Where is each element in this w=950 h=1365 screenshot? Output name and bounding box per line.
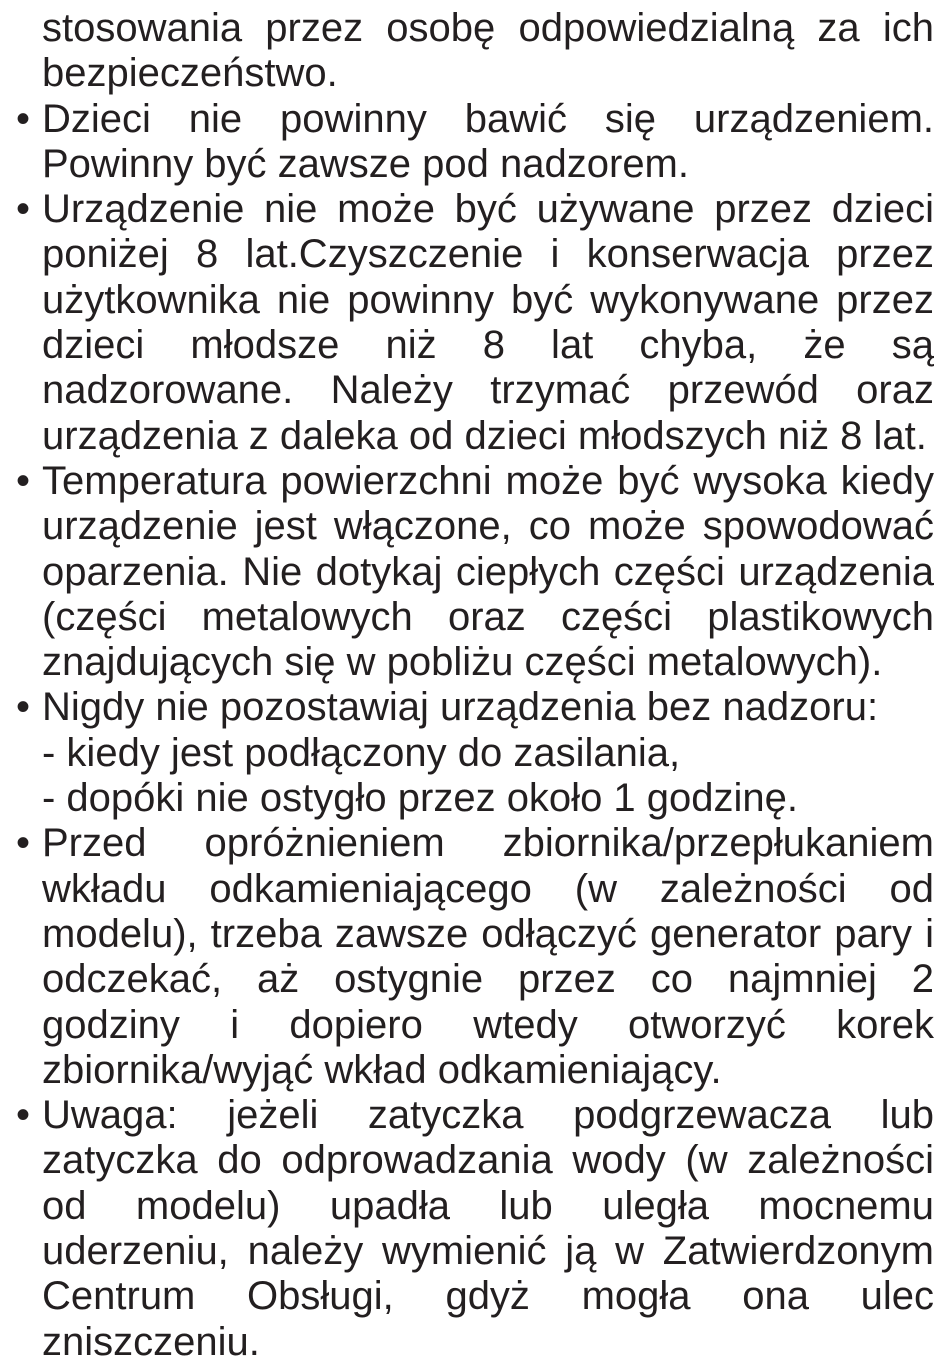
- bullet-text: Nigdy nie pozostawiaj urządzenia bez nadzoru:: [42, 685, 879, 730]
- bullet-item-children-play: [16, 97, 934, 188]
- bullet-item-unattended: [16, 685, 934, 821]
- bullet-item-surface-temperature: [16, 459, 934, 685]
- bullet-marker: •: [16, 1093, 31, 1138]
- bullet-marker: •: [16, 187, 31, 232]
- bullet-item-warning-plug: [16, 1093, 934, 1365]
- bullet-marker: •: [16, 458, 31, 503]
- sub-item-text: - dopóki nie ostygło przez około 1 godzinę.: [42, 776, 799, 821]
- paragraph-continuation: [16, 6, 934, 97]
- bullet-text: Przed opróżnieniem zbiornika/przepłukaniem wkładu odkamieniającego (w zależności od modelu), trzeba zawsze odłączyć generator pary i odczekać, aż ostygnie przez co najmniej 2 godziny i dopiero wtedy otworzyć korek zbiornika/wyjąć wkład odkamieniający.: [42, 821, 934, 1092]
- bullet-text: Temperatura powierzchni może być wysoka kiedy urządzenie jest włączone, co może spowodować oparzenia. Nie dotykaj ciepłych części urządzenia (części metalowych oraz części plastikowych znajdujących się w pobliżu części metalowych).: [42, 458, 934, 685]
- bullet-item-children-age: [16, 187, 934, 459]
- bullet-text: Urządzenie nie może być używane przez dzieci poniżej 8 lat.Czyszczenie i konserwacja przez użytkownika nie powinny być wykonywane przez dzieci młodsze niż 8 lat chyba, że są nadzorowane. Należy trzymać przewód oraz urządzenia z daleka od dzieci młodszych niż 8 lat.: [42, 187, 934, 458]
- safety-instructions: [16, 6, 934, 1365]
- paragraph-text: stosowania przez osobę odpowiedzialną za ich bezpieczeństwo.: [42, 6, 934, 96]
- bullet-marker: •: [16, 96, 31, 141]
- sub-item-text: - kiedy jest podłączony do zasilania,: [42, 730, 681, 775]
- bullet-marker: •: [16, 685, 31, 730]
- bullet-text: Dzieci nie powinny bawić się urządzeniem. Powinny być zawsze pod nadzorem.: [42, 96, 934, 186]
- bullet-marker: •: [16, 821, 31, 866]
- bullet-item-tank-emptying: [16, 821, 934, 1093]
- bullet-text: Uwaga: jeżeli zatyczka podgrzewacza lub zatyczka do odprowadzania wody (w zależności od modelu) upadła lub uległa mocnemu uderzeniu, należy wymienić ją w Zatwierdzonym Centrum Obsługi, gdyż mogła ona ulec zniszczeniu.: [42, 1093, 934, 1364]
